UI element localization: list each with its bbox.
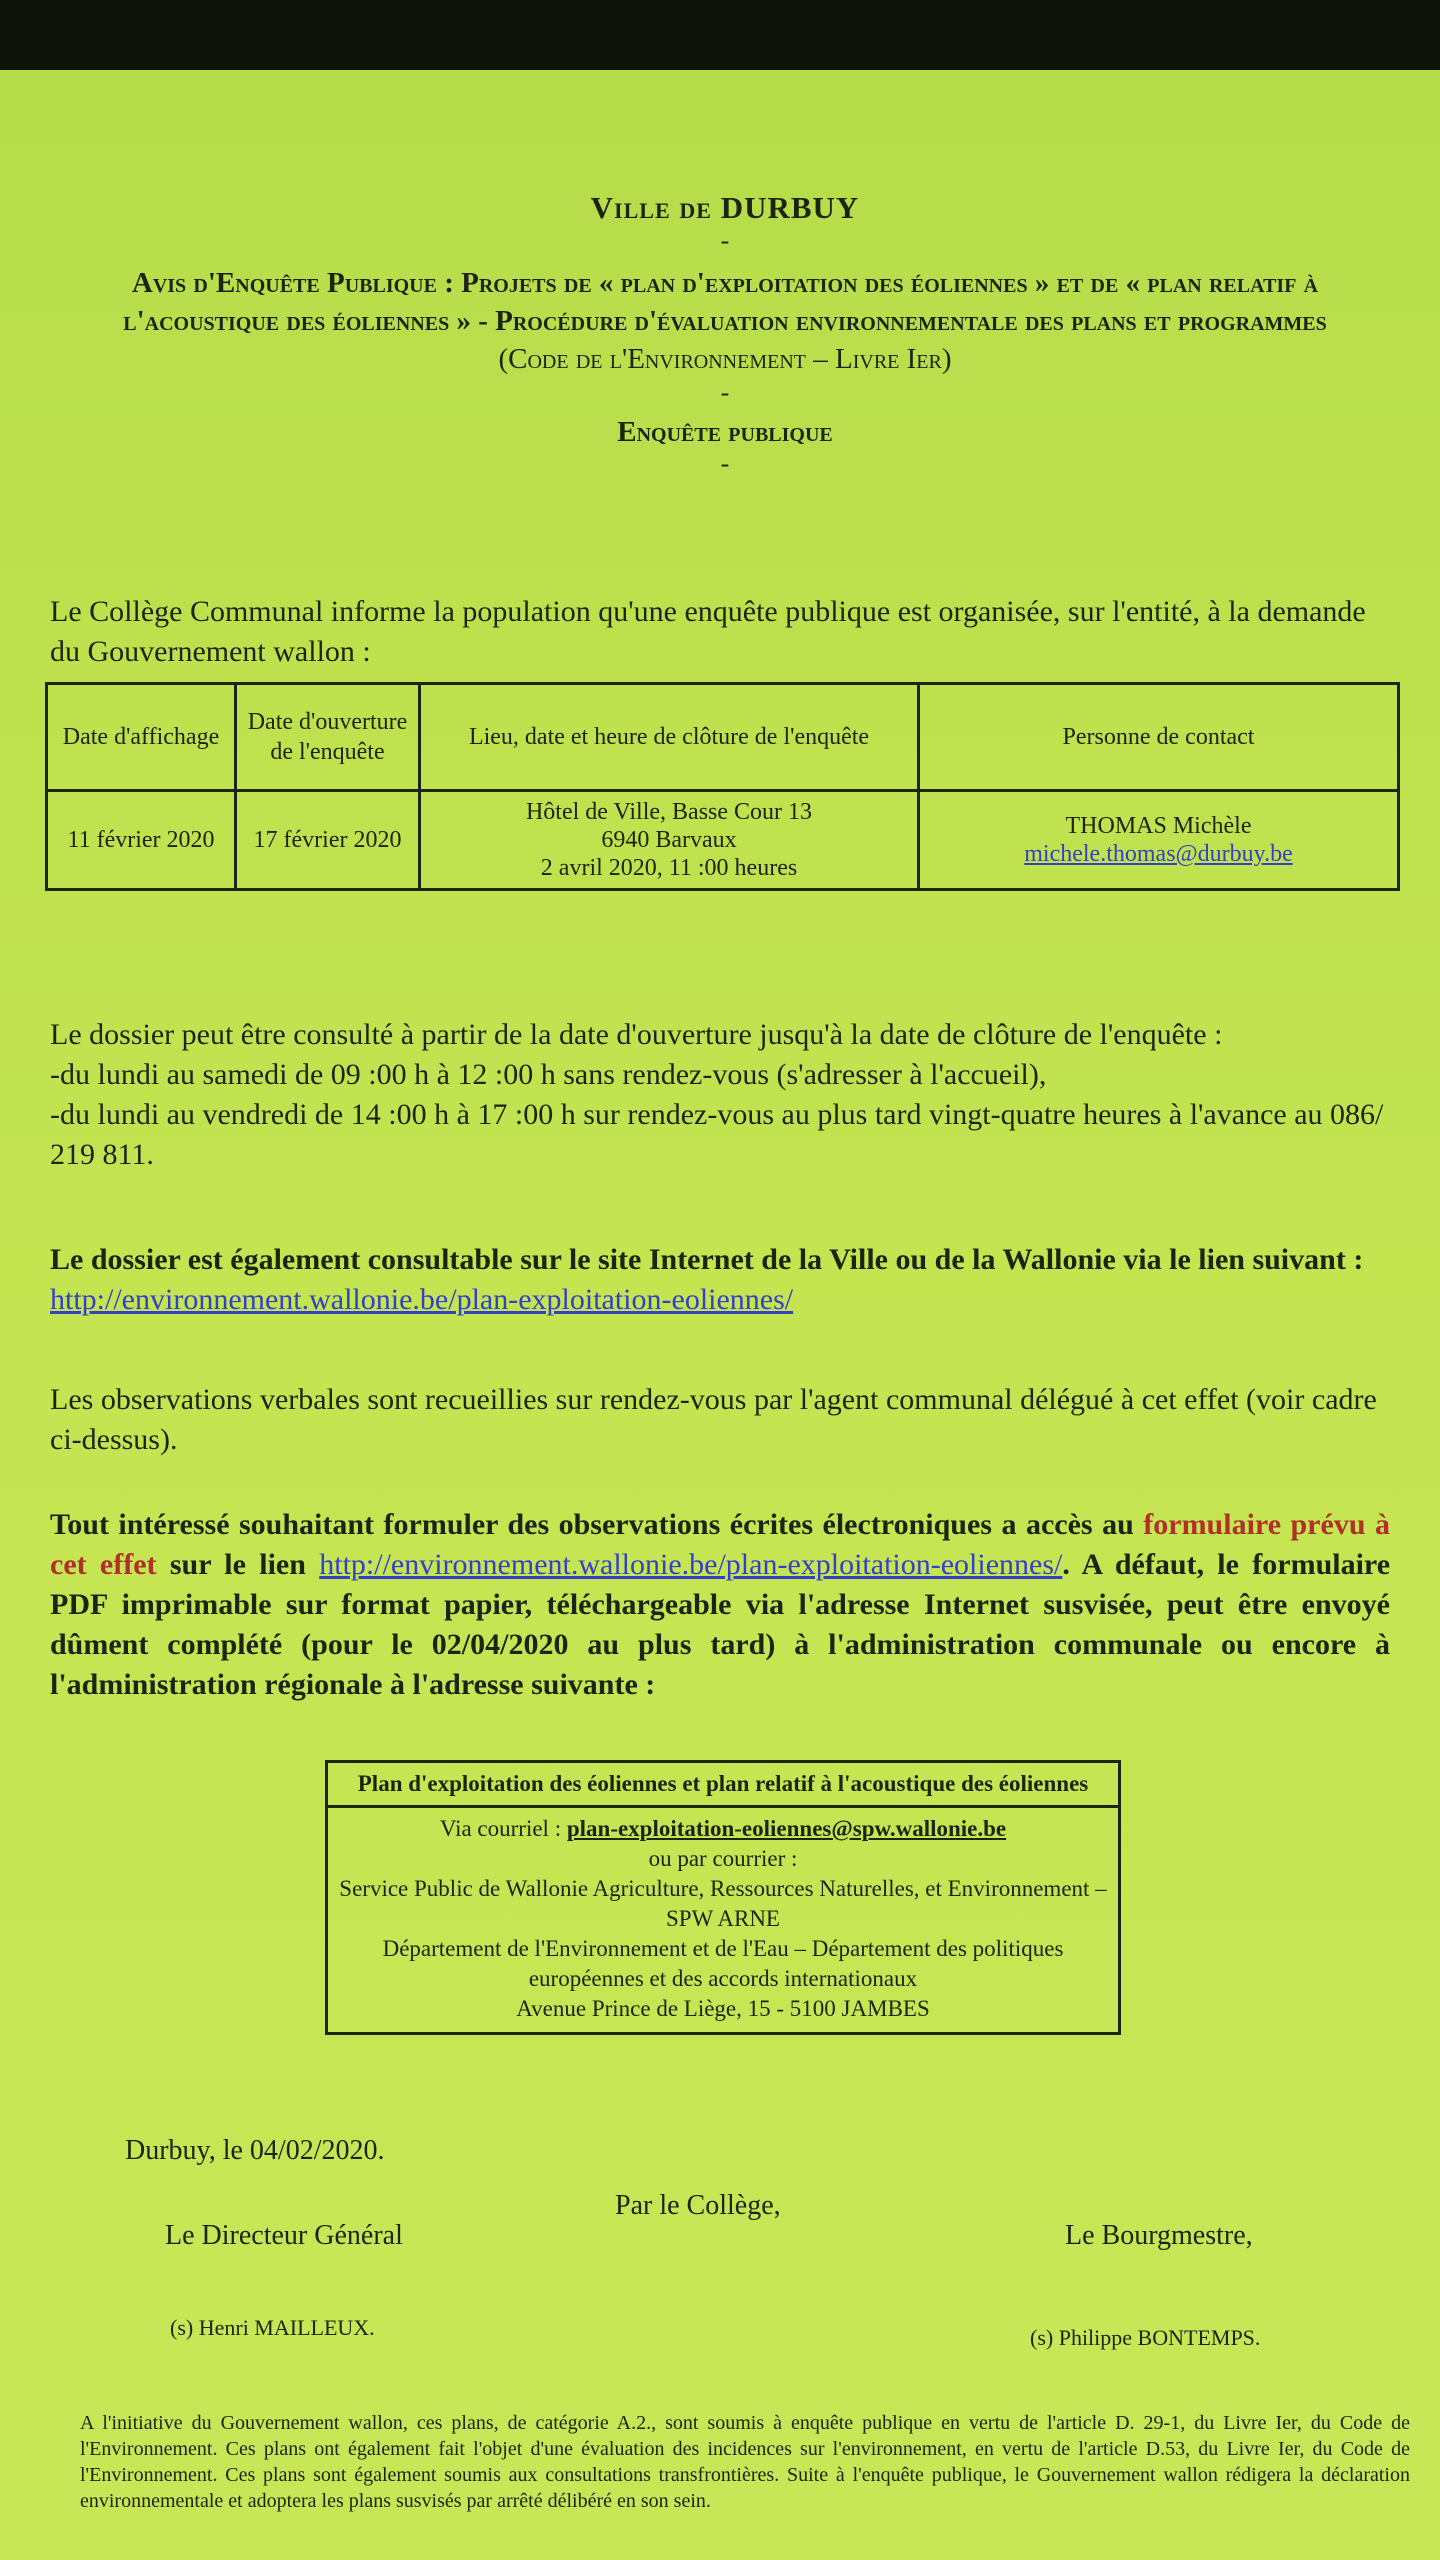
internet-paragraph: Le dossier est également consultable sur le site Internet de la Ville ou de la Wallonie via le lien suivant : http://environnement.wallonie.be/plan-exploitation-eoliennes/ <box>50 1243 1364 1316</box>
footnote: A l'initiative du Gouvernement wallon, ces plans, de catégorie A.2., sont soumis à enquête publique en vertu de l'article D. 29-1, du Livre Ier, du Code de l'Environnement. Ces plans ont également fait l'objet d'une évaluation des incidences sur l'environnement, en vertu de l'article D.53, du Livre Ier, du Code de l'Environnement. Ces plans sont également soumis aux consultations transfrontières. Suite à l'enquête publique, le Gouvernement wallon rédigera la déclaration environnementale et adoptera les plans susvisés par arrêté délibéré en son sein. <box>80 2412 1410 2512</box>
title-block <box>40 190 1410 479</box>
consult-paragraph: Le dossier peut être consulté à partir de la date d'ouverture jusqu'à la date de clôture de l'enquête : -du lundi au samedi de 09 :00 h à 12 :00 h sans rendez-vous (s'adresser à l'accueil), -du lundi au vendredi de 14 :00 h à 17 :00 h sur rendez-vous au plus tard vingt-quatre heures à l'avance au 086/ 219 811. <box>50 1018 1384 1171</box>
formulaire-link[interactable]: formulaire prévu à cet effet <box>50 1508 1390 1581</box>
college-label: Par le Collège, <box>615 2190 781 2221</box>
enquete-heading: Enquête publique <box>617 416 833 448</box>
cell-affichage: 11 février 2020 <box>47 791 236 890</box>
place-date: Durbuy, le 04/02/2020. <box>125 2135 385 2166</box>
col-header: Personne de contact <box>919 684 1399 791</box>
separator: - <box>720 378 730 407</box>
table-row <box>47 791 1399 890</box>
cell-lieu <box>420 791 919 890</box>
separator: - <box>720 449 730 478</box>
city-title: Ville de DURBUY <box>590 190 860 225</box>
internet-link[interactable]: http://environnement.wallonie.be/plan-exploitation-eoliennes/ <box>50 1283 794 1316</box>
col-header: Date d'ouverture de l'enquête <box>236 684 420 791</box>
document-page <box>0 70 1440 2560</box>
table-header-row <box>47 684 1399 791</box>
contact-name: THOMAS Michèle <box>1065 813 1252 839</box>
lieu-line: Hôtel de Ville, Basse Cour 13 <box>525 799 813 825</box>
directeur-signature: (s) Henri MAILLEUX. <box>170 2315 375 2340</box>
cell-ouverture: 17 février 2020 <box>236 791 420 890</box>
eoliennes-link[interactable]: http://environnement.wallonie.be/plan-exploitation-eoliennes/ <box>319 1548 1063 1581</box>
col-header: Lieu, date et heure de clôture de l'enquête <box>420 684 919 791</box>
lieu-line: 6940 Barvaux <box>601 827 737 853</box>
lieu-line: 2 avril 2020, 11 :00 heures <box>540 855 798 881</box>
intro-paragraph: Le Collège Communal informe la population qu'une enquête publique est organisée, sur l'entité, à la demande du Gouvernement wallon : <box>50 595 1366 668</box>
address-box <box>325 1760 1121 2035</box>
bourgmestre-signature: (s) Philippe BONTEMPS. <box>1030 2325 1261 2350</box>
address-box-title: Plan d'exploitation des éoliennes et plan relatif à l'acoustique des éoliennes <box>328 1763 1118 1808</box>
contact-email-link[interactable]: michele.thomas@durbuy.be <box>1024 841 1293 867</box>
notice-title: Avis d'Enquête Publique : Projets de « plan d'exploitation des éoliennes » et de « plan relatif à l'acoustique des éoliennes » - Procédure d'évaluation environnementale des plans et programmes <box>123 267 1327 337</box>
directeur-label: Le Directeur Général <box>165 2220 403 2251</box>
code-reference: (Code de l'Environnement – Livre Ier) <box>498 343 952 375</box>
col-header: Date d'affichage <box>47 684 236 791</box>
written-paragraph: Tout intéressé souhaitant formuler des observations écrites électroniques a accès au formulaire prévu à cet effet sur le lien http://environnement.wallonie.be/plan-exploitation-eoliennes/. A défaut, le formulaire PDF imprimable sur format papier, téléchargeable via l'adresse Internet susvisée, peut être envoyé dûment complété (pour le 02/04/2020 au plus tard) à l'administration communale ou encore à l'administration régionale à l'adresse suivante : <box>50 1508 1391 1701</box>
bourgmestre-label: Le Bourgmestre, <box>1065 2220 1253 2251</box>
separator: - <box>720 226 730 255</box>
address-box-body: Via courriel : plan-exploitation-eoliennes@spw.wallonie.be ou par courrier : Service Public de Wallonie Agriculture, Ressources Naturelles, et Environnement – SPW ARNE Département de l'Environnement et de l'Eau – Département des politiques européennes et des accords internationaux Avenue Prince de Liège, 15 - 5100 JAMBES <box>339 1816 1107 2021</box>
cell-contact <box>919 791 1399 890</box>
address-email-link[interactable]: plan-exploitation-eoliennes@spw.wallonie.be <box>566 1816 1007 1841</box>
verbal-paragraph: Les observations verbales sont recueillies sur rendez-vous par l'agent communal délégué à cet effet (voir cadre ci-dessus). <box>50 1383 1377 1456</box>
enquete-table <box>45 682 1400 891</box>
